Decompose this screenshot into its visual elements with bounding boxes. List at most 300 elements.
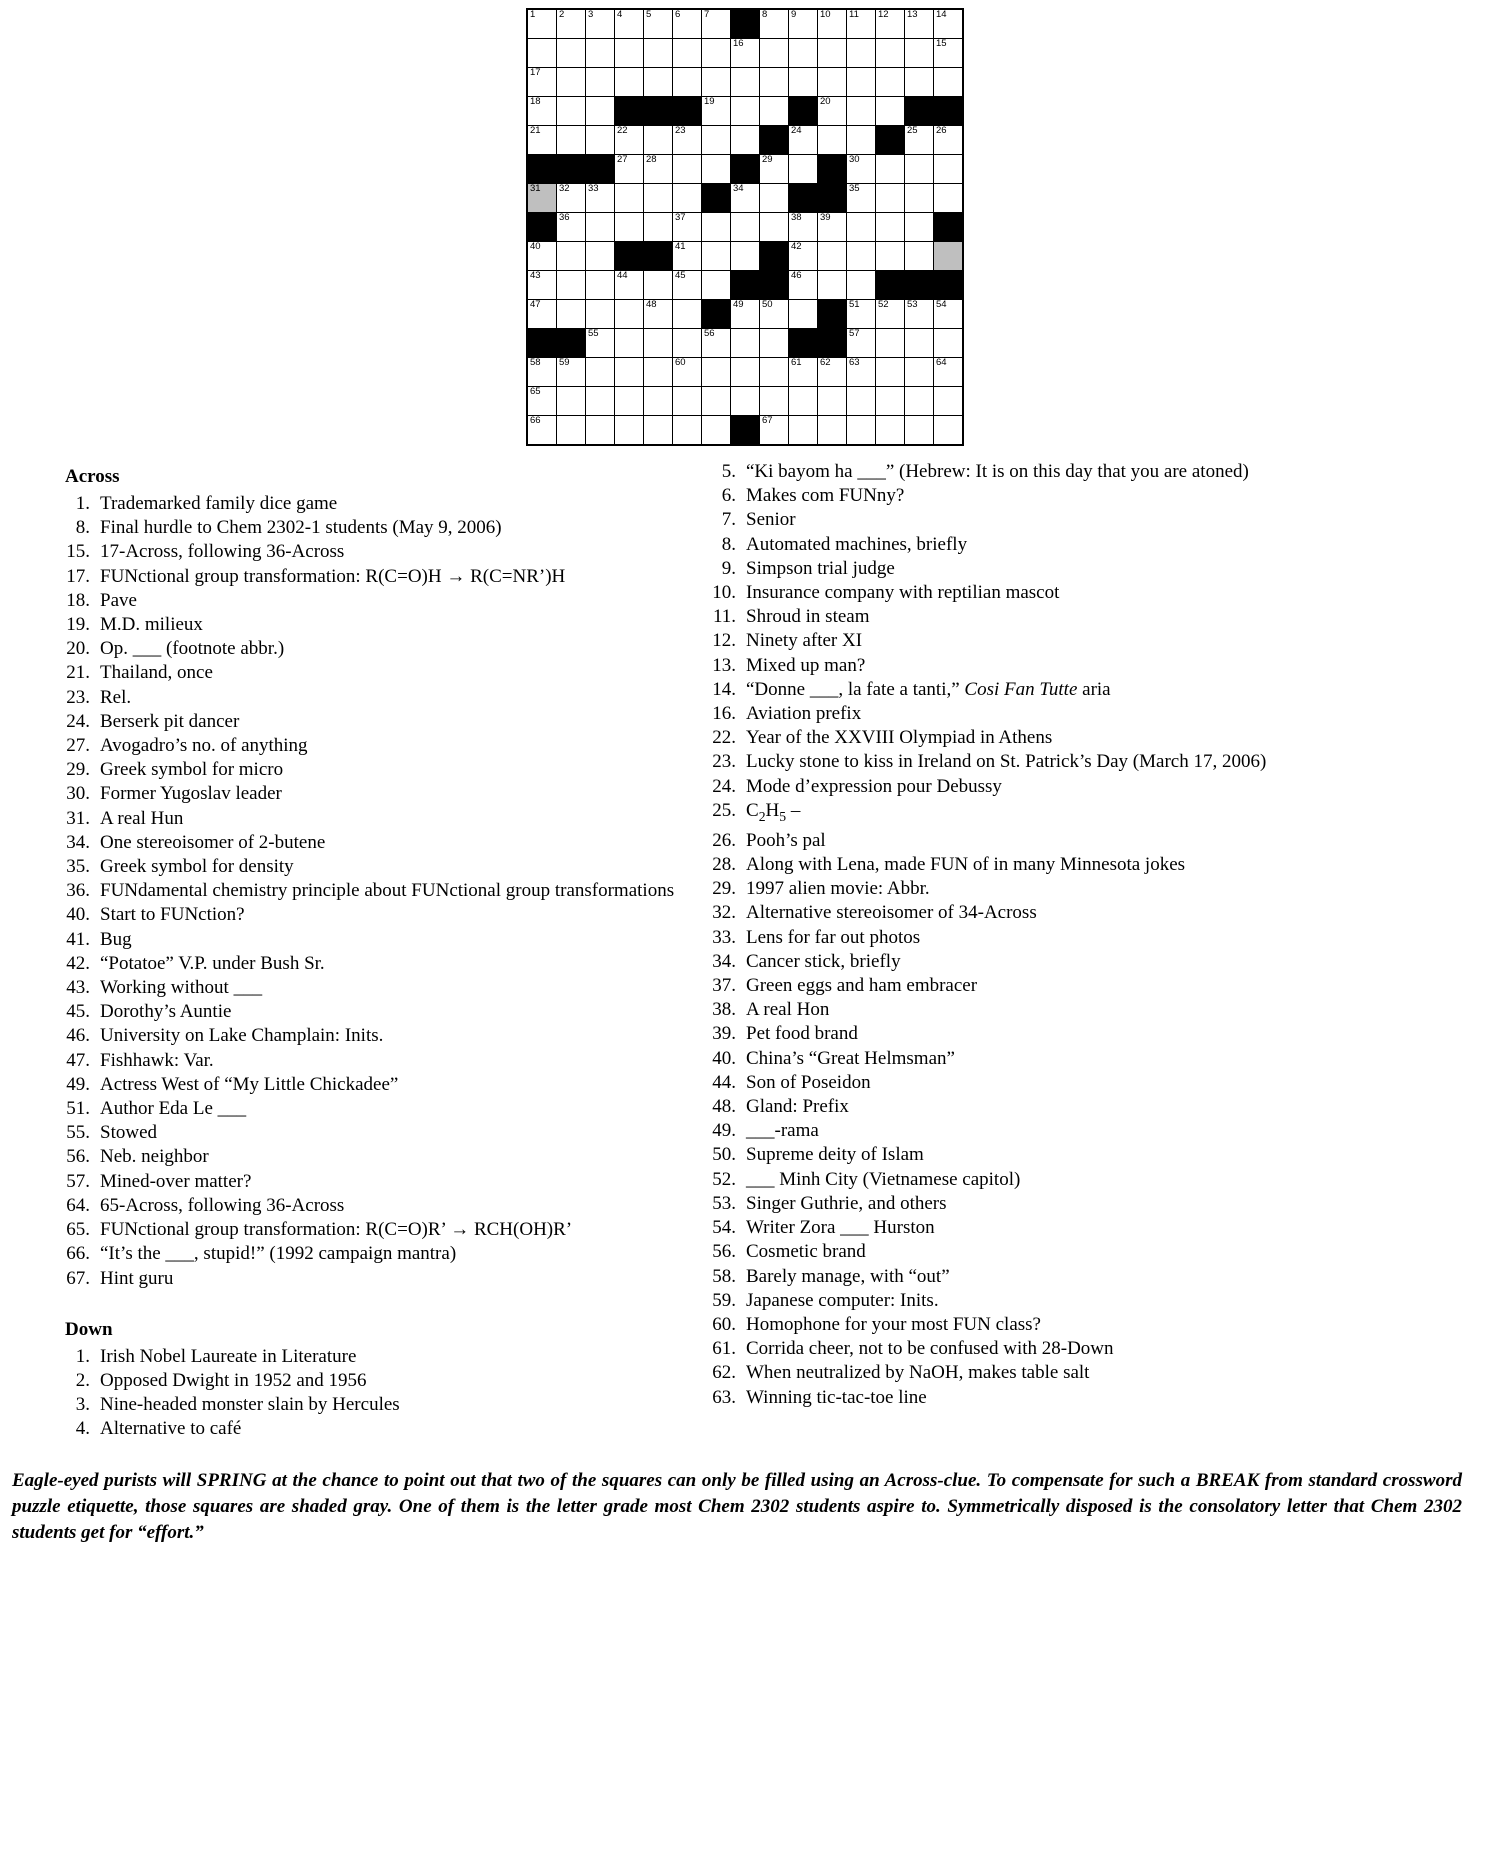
- grid-cell[interactable]: [644, 184, 673, 213]
- down-clue-item[interactable]: [706, 508, 1346, 532]
- grid-cell[interactable]: [673, 184, 702, 213]
- grid-cell[interactable]: [702, 126, 731, 155]
- down-clue-item[interactable]: [706, 654, 1346, 678]
- grid-cell[interactable]: [615, 387, 644, 416]
- grid-cell[interactable]: [673, 126, 702, 155]
- down-clue-item[interactable]: [706, 950, 1346, 974]
- down-clue-item[interactable]: [706, 1119, 1346, 1143]
- clue-text: Mined-over matter?: [100, 1170, 252, 1192]
- grid-cell[interactable]: [673, 300, 702, 329]
- grid-cell[interactable]: [527, 9, 557, 39]
- block-cell: [557, 329, 586, 358]
- clue-number: 53.: [712, 1192, 736, 1214]
- grid-cell[interactable]: [557, 300, 586, 329]
- block-cell: [586, 155, 615, 184]
- grid-cell[interactable]: [557, 9, 586, 39]
- down-clue-item[interactable]: [706, 799, 1346, 829]
- grid-cell[interactable]: [557, 184, 586, 213]
- grid-cell[interactable]: [557, 242, 586, 271]
- grid-cell[interactable]: [615, 300, 644, 329]
- grid-cell[interactable]: [934, 39, 964, 68]
- down-clue-item[interactable]: [706, 1313, 1346, 1337]
- across-clue-item[interactable]: [60, 1145, 680, 1169]
- block-cell: [760, 126, 789, 155]
- grid-cell[interactable]: [847, 358, 876, 387]
- grid-cell[interactable]: [557, 213, 586, 242]
- across-clue-item[interactable]: [60, 1121, 680, 1145]
- grid-cell[interactable]: [818, 126, 847, 155]
- grid-cell[interactable]: [673, 242, 702, 271]
- grid-cell[interactable]: [615, 9, 644, 39]
- grid-cell[interactable]: [847, 155, 876, 184]
- grid-cell[interactable]: [934, 68, 964, 97]
- grid-cell[interactable]: [615, 155, 644, 184]
- grid-cell[interactable]: [760, 416, 789, 446]
- across-clue-item[interactable]: [60, 540, 680, 564]
- down-clue-item[interactable]: [706, 1337, 1346, 1361]
- grid-cell[interactable]: [847, 68, 876, 97]
- across-clue-item[interactable]: [60, 831, 680, 855]
- grid-cell[interactable]: [789, 126, 818, 155]
- grid-cell[interactable]: [818, 416, 847, 446]
- grid-cell[interactable]: [644, 39, 673, 68]
- grid-cell[interactable]: [760, 329, 789, 358]
- down-clue-item[interactable]: [706, 926, 1346, 950]
- grid-cell[interactable]: [615, 416, 644, 446]
- grid-cell[interactable]: [789, 271, 818, 300]
- clue-text: Former Yugoslav leader: [100, 783, 282, 805]
- grid-cell[interactable]: [644, 271, 673, 300]
- across-clue-item[interactable]: [60, 1218, 680, 1242]
- grid-cell[interactable]: [905, 9, 934, 39]
- grid-cell[interactable]: [702, 358, 731, 387]
- grid-cell[interactable]: [673, 271, 702, 300]
- grid-cell[interactable]: [760, 155, 789, 184]
- grid-cell[interactable]: [847, 329, 876, 358]
- shaded-cell[interactable]: [527, 184, 557, 213]
- across-clue-item[interactable]: [60, 589, 680, 613]
- grid-cell[interactable]: [644, 329, 673, 358]
- clue-text: Singer Guthrie, and others: [746, 1192, 947, 1214]
- grid-cell[interactable]: [586, 242, 615, 271]
- grid-cell[interactable]: [673, 213, 702, 242]
- grid-cell[interactable]: [615, 184, 644, 213]
- grid-cell[interactable]: [644, 68, 673, 97]
- grid-cell[interactable]: [586, 387, 615, 416]
- grid-cell[interactable]: [934, 9, 964, 39]
- down-clue-item[interactable]: [60, 1393, 680, 1417]
- down-clue-item[interactable]: [706, 877, 1346, 901]
- grid-cell[interactable]: [527, 387, 557, 416]
- down-clue-item[interactable]: [706, 1071, 1346, 1095]
- down-clue-item[interactable]: [60, 1345, 680, 1369]
- grid-cell[interactable]: [586, 184, 615, 213]
- grid-cell[interactable]: [731, 358, 760, 387]
- grid-cell[interactable]: [557, 387, 586, 416]
- clue-number: 27.: [66, 735, 90, 757]
- grid-cell[interactable]: [760, 358, 789, 387]
- across-clue-item[interactable]: [60, 661, 680, 685]
- across-clue-item[interactable]: [60, 782, 680, 806]
- grid-cell[interactable]: [847, 126, 876, 155]
- grid-cell[interactable]: [702, 387, 731, 416]
- down-clue-item[interactable]: [706, 750, 1346, 774]
- down-clue-item[interactable]: [706, 1240, 1346, 1264]
- grid-cell[interactable]: [673, 387, 702, 416]
- across-clue-item[interactable]: [60, 952, 680, 976]
- grid-cell[interactable]: [789, 387, 818, 416]
- down-clue-item[interactable]: [706, 1265, 1346, 1289]
- grid-cell[interactable]: [905, 155, 934, 184]
- grid-cell[interactable]: [586, 329, 615, 358]
- clue-text: Berserk pit dancer: [100, 710, 240, 732]
- grid-cell[interactable]: [818, 97, 847, 126]
- grid-cell[interactable]: [527, 126, 557, 155]
- grid-cell[interactable]: [731, 39, 760, 68]
- grid-cell[interactable]: [847, 213, 876, 242]
- grid-cell[interactable]: [876, 300, 905, 329]
- grid-cell[interactable]: [586, 271, 615, 300]
- grid-cell[interactable]: [557, 39, 586, 68]
- grid-cell[interactable]: [789, 9, 818, 39]
- down-clue-item[interactable]: [706, 533, 1346, 557]
- grid-cell[interactable]: [527, 416, 557, 446]
- grid-cell[interactable]: [557, 271, 586, 300]
- grid-cell[interactable]: [527, 97, 557, 126]
- block-cell: [818, 155, 847, 184]
- across-clue-item[interactable]: [60, 1170, 680, 1194]
- grid-cell[interactable]: [702, 97, 731, 126]
- grid-cell[interactable]: [586, 213, 615, 242]
- across-clue-item[interactable]: [60, 879, 680, 903]
- clue-number: 57.: [66, 1170, 90, 1192]
- grid-cell[interactable]: [847, 97, 876, 126]
- grid-cell[interactable]: [673, 329, 702, 358]
- grid-cell[interactable]: [760, 39, 789, 68]
- grid-cell[interactable]: [702, 9, 731, 39]
- grid-cell[interactable]: [702, 242, 731, 271]
- cell-number: 45: [675, 270, 686, 281]
- grid-cell[interactable]: [934, 358, 964, 387]
- grid-cell[interactable]: [527, 271, 557, 300]
- grid-cell[interactable]: [644, 155, 673, 184]
- grid-cell[interactable]: [586, 68, 615, 97]
- grid-cell[interactable]: [876, 387, 905, 416]
- across-clue-item[interactable]: [60, 613, 680, 637]
- down-clue-item[interactable]: [706, 1022, 1346, 1046]
- grid-cell[interactable]: [876, 97, 905, 126]
- across-clue-item[interactable]: [60, 1073, 680, 1097]
- cell-number: 29: [762, 154, 773, 165]
- grid-cell[interactable]: [905, 68, 934, 97]
- grid-cell[interactable]: [731, 242, 760, 271]
- across-clue-item[interactable]: [60, 710, 680, 734]
- grid-cell[interactable]: [673, 9, 702, 39]
- down-clue-item[interactable]: [706, 775, 1346, 799]
- clue-number: 34.: [712, 950, 736, 972]
- down-clue-item[interactable]: [706, 1168, 1346, 1192]
- grid-cell[interactable]: [760, 213, 789, 242]
- block-cell: [789, 184, 818, 213]
- down-clue-item[interactable]: [706, 702, 1346, 726]
- grid-cell[interactable]: [847, 271, 876, 300]
- crossword-grid[interactable]: [526, 8, 964, 446]
- down-clue-item[interactable]: [706, 853, 1346, 877]
- grid-cell[interactable]: [731, 68, 760, 97]
- clue-text: Along with Lena, made FUN of in many Minnesota jokes: [746, 854, 1186, 876]
- grid-cell[interactable]: [934, 329, 964, 358]
- cell-number: 34: [733, 183, 744, 194]
- down-clue-item[interactable]: [706, 974, 1346, 998]
- down-clue-item[interactable]: [706, 581, 1346, 605]
- grid-cell[interactable]: [731, 184, 760, 213]
- grid-cell[interactable]: [644, 300, 673, 329]
- grid-cell[interactable]: [527, 242, 557, 271]
- grid-cell[interactable]: [702, 416, 731, 446]
- grid-cell[interactable]: [615, 126, 644, 155]
- grid-cell[interactable]: [789, 155, 818, 184]
- grid-cell[interactable]: [876, 9, 905, 39]
- across-clue-item[interactable]: [60, 1267, 680, 1291]
- across-clue-item[interactable]: [60, 1000, 680, 1024]
- block-cell: [818, 300, 847, 329]
- down-clue-item[interactable]: [706, 460, 1346, 484]
- down-clue-item[interactable]: [706, 829, 1346, 853]
- grid-cell[interactable]: [818, 387, 847, 416]
- down-clue-item[interactable]: [706, 557, 1346, 581]
- block-cell: [527, 213, 557, 242]
- grid-cell[interactable]: [702, 39, 731, 68]
- grid-cell[interactable]: [760, 9, 789, 39]
- across-clue-item[interactable]: [60, 637, 680, 661]
- grid-cell[interactable]: [644, 9, 673, 39]
- grid-cell[interactable]: [586, 300, 615, 329]
- across-clue-item[interactable]: [60, 1097, 680, 1121]
- across-clue-item[interactable]: [60, 1194, 680, 1218]
- grid-cell[interactable]: [876, 68, 905, 97]
- grid-cell[interactable]: [905, 387, 934, 416]
- across-clue-item[interactable]: [60, 976, 680, 1000]
- shaded-cell[interactable]: [934, 242, 964, 271]
- grid-cell[interactable]: [934, 126, 964, 155]
- down-clue-item[interactable]: [706, 1192, 1346, 1216]
- grid-cell[interactable]: [702, 213, 731, 242]
- grid-cell[interactable]: [905, 300, 934, 329]
- across-clue-item[interactable]: [60, 516, 680, 540]
- grid-cell[interactable]: [760, 184, 789, 213]
- across-clue-item[interactable]: [60, 928, 680, 952]
- grid-cell[interactable]: [789, 242, 818, 271]
- grid-cell[interactable]: [789, 358, 818, 387]
- grid-cell[interactable]: [673, 155, 702, 184]
- grid-cell[interactable]: [586, 126, 615, 155]
- grid-cell[interactable]: [818, 68, 847, 97]
- grid-cell[interactable]: [527, 300, 557, 329]
- down-clue-item[interactable]: [706, 629, 1346, 653]
- grid-cell[interactable]: [905, 39, 934, 68]
- grid-cell[interactable]: [644, 126, 673, 155]
- clue-text: Bug: [100, 928, 132, 950]
- grid-cell[interactable]: [876, 242, 905, 271]
- grid-cell[interactable]: [876, 416, 905, 446]
- down-clue-item[interactable]: [706, 1143, 1346, 1167]
- down-clue-item[interactable]: [706, 1386, 1346, 1410]
- grid-cell[interactable]: [527, 358, 557, 387]
- grid-cell[interactable]: [905, 184, 934, 213]
- clue-text: ___ Minh City (Vietnamese capitol): [746, 1168, 1021, 1190]
- grid-cell[interactable]: [615, 271, 644, 300]
- cell-number: 31: [530, 183, 541, 194]
- grid-cell[interactable]: [615, 68, 644, 97]
- grid-cell[interactable]: [876, 358, 905, 387]
- grid-cell[interactable]: [876, 39, 905, 68]
- grid-cell[interactable]: [789, 416, 818, 446]
- grid-cell[interactable]: [818, 9, 847, 39]
- clue-number: 63.: [712, 1386, 736, 1408]
- clue-number: 8.: [721, 533, 736, 555]
- grid-cell[interactable]: [586, 358, 615, 387]
- grid-cell[interactable]: [702, 155, 731, 184]
- grid-cell[interactable]: [731, 329, 760, 358]
- cell-number: 38: [791, 212, 802, 223]
- grid-cell[interactable]: [760, 300, 789, 329]
- grid-cell[interactable]: [789, 213, 818, 242]
- across-clue-item[interactable]: [60, 758, 680, 782]
- grid-cell[interactable]: [818, 271, 847, 300]
- grid-cell[interactable]: [934, 387, 964, 416]
- grid-cell[interactable]: [789, 300, 818, 329]
- grid-cell[interactable]: [644, 358, 673, 387]
- across-clue-item[interactable]: [60, 903, 680, 927]
- across-clue-item[interactable]: [60, 492, 680, 516]
- grid-cell[interactable]: [673, 39, 702, 68]
- grid-cell[interactable]: [731, 300, 760, 329]
- grid-cell[interactable]: [586, 39, 615, 68]
- grid-cell[interactable]: [847, 416, 876, 446]
- grid-cell[interactable]: [557, 97, 586, 126]
- grid-cell[interactable]: [644, 416, 673, 446]
- grid-cell[interactable]: [586, 416, 615, 446]
- grid-cell[interactable]: [760, 68, 789, 97]
- grid-cell[interactable]: [847, 9, 876, 39]
- grid-cell[interactable]: [876, 329, 905, 358]
- grid-cell[interactable]: [527, 39, 557, 68]
- grid-cell[interactable]: [818, 242, 847, 271]
- grid-cell[interactable]: [527, 68, 557, 97]
- across-clue-item[interactable]: [60, 734, 680, 758]
- down-clue-item[interactable]: [706, 901, 1346, 925]
- grid-cell[interactable]: [905, 329, 934, 358]
- grid-cell[interactable]: [818, 358, 847, 387]
- grid-cell[interactable]: [847, 300, 876, 329]
- grid-cell[interactable]: [702, 271, 731, 300]
- across-heading: Across: [65, 466, 120, 487]
- across-clue-item[interactable]: [60, 1049, 680, 1073]
- grid-cell[interactable]: [731, 126, 760, 155]
- across-clue-item[interactable]: [60, 1024, 680, 1048]
- grid-cell[interactable]: [615, 329, 644, 358]
- grid-cell[interactable]: [905, 416, 934, 446]
- across-clue-item[interactable]: [60, 1242, 680, 1266]
- grid-cell[interactable]: [905, 358, 934, 387]
- down-clue-item[interactable]: [706, 1095, 1346, 1119]
- down-clue-item[interactable]: [60, 1417, 680, 1441]
- clue-text: “Donne ___, la fate a tanti,” Cosi Fan Tutte aria: [746, 678, 1111, 700]
- grid-cell[interactable]: [760, 387, 789, 416]
- down-clue-item[interactable]: [706, 726, 1346, 750]
- grid-cell[interactable]: [876, 213, 905, 242]
- grid-cell[interactable]: [789, 39, 818, 68]
- grid-cell[interactable]: [557, 358, 586, 387]
- grid-cell[interactable]: [905, 126, 934, 155]
- down-clue-item[interactable]: [60, 1369, 680, 1393]
- grid-cell[interactable]: [760, 97, 789, 126]
- grid-cell[interactable]: [586, 9, 615, 39]
- down-clue-item[interactable]: [706, 1361, 1346, 1385]
- cell-number: 50: [762, 299, 773, 310]
- block-cell: [905, 271, 934, 300]
- grid-cell[interactable]: [702, 68, 731, 97]
- grid-cell[interactable]: [702, 329, 731, 358]
- grid-cell[interactable]: [731, 97, 760, 126]
- grid-cell[interactable]: [789, 68, 818, 97]
- down-clue-item[interactable]: [706, 484, 1346, 508]
- grid-cell[interactable]: [644, 387, 673, 416]
- across-clue-item[interactable]: [60, 686, 680, 710]
- grid-cell[interactable]: [615, 39, 644, 68]
- grid-cell[interactable]: [818, 39, 847, 68]
- down-clue-item[interactable]: [706, 998, 1346, 1022]
- grid-cell[interactable]: [557, 126, 586, 155]
- grid-cell[interactable]: [876, 184, 905, 213]
- grid-cell[interactable]: [615, 213, 644, 242]
- grid-cell[interactable]: [673, 68, 702, 97]
- across-clue-item[interactable]: [60, 855, 680, 879]
- down-clue-item[interactable]: [706, 1289, 1346, 1313]
- grid-cell[interactable]: [905, 242, 934, 271]
- grid-cell[interactable]: [847, 39, 876, 68]
- grid-cell[interactable]: [847, 242, 876, 271]
- grid-cell[interactable]: [557, 68, 586, 97]
- down-clue-item[interactable]: [706, 1216, 1346, 1240]
- grid-cell[interactable]: [557, 416, 586, 446]
- grid-cell[interactable]: [731, 213, 760, 242]
- grid-cell[interactable]: [934, 300, 964, 329]
- grid-cell[interactable]: [731, 387, 760, 416]
- grid-cell[interactable]: [818, 213, 847, 242]
- grid-cell[interactable]: [934, 155, 964, 184]
- grid-cell[interactable]: [934, 416, 964, 446]
- grid-cell[interactable]: [934, 184, 964, 213]
- grid-cell[interactable]: [586, 97, 615, 126]
- down-clue-item[interactable]: [706, 605, 1346, 629]
- grid-cell[interactable]: [673, 416, 702, 446]
- across-clue-item[interactable]: [60, 807, 680, 831]
- grid-cell[interactable]: [615, 358, 644, 387]
- down-clue-item[interactable]: [706, 678, 1346, 702]
- across-clue-item[interactable]: [60, 565, 680, 589]
- grid-cell[interactable]: [905, 213, 934, 242]
- grid-cell[interactable]: [644, 213, 673, 242]
- clue-number: 29.: [66, 759, 90, 781]
- grid-cell[interactable]: [876, 155, 905, 184]
- grid-cell[interactable]: [847, 184, 876, 213]
- cell-number: 43: [530, 270, 541, 281]
- grid-cell[interactable]: [673, 358, 702, 387]
- grid-cell[interactable]: [847, 387, 876, 416]
- cell-number: 64: [936, 357, 947, 368]
- down-clue-item[interactable]: [706, 1047, 1346, 1071]
